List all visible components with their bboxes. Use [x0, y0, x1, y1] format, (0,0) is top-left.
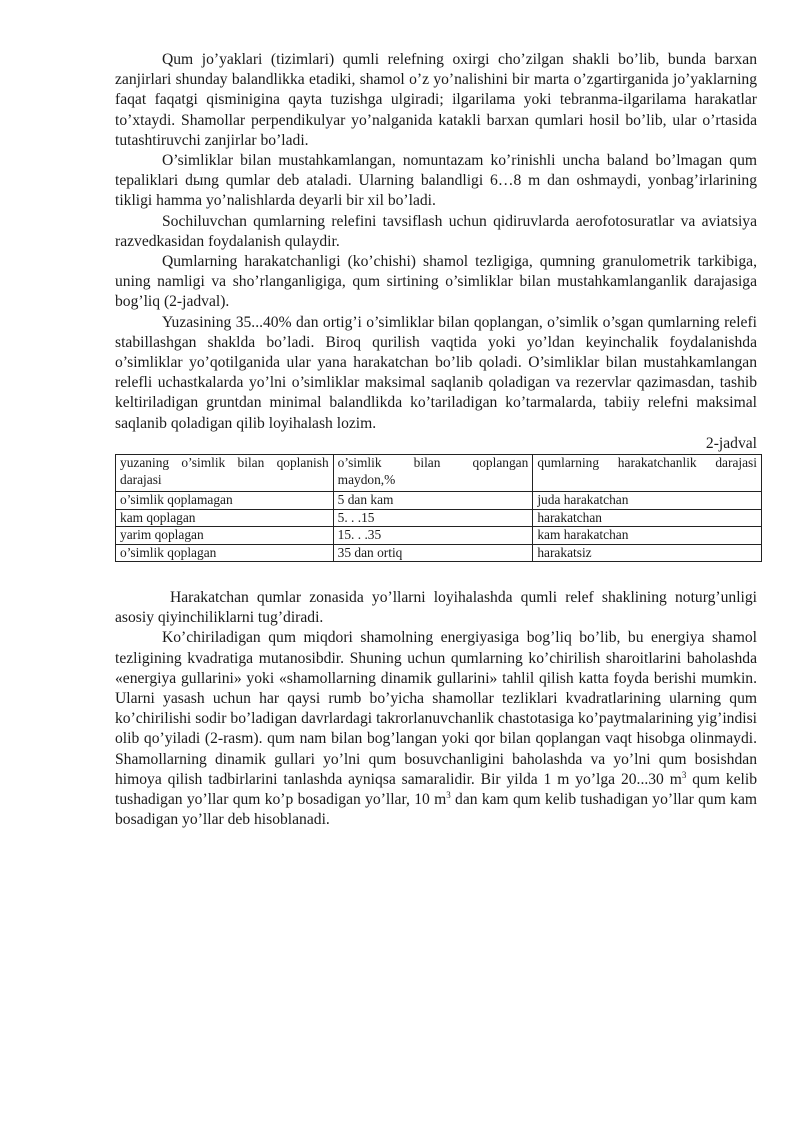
table-cell: yarim qoplagan: [116, 527, 334, 545]
table-cell: 5. . .15: [333, 509, 533, 527]
table-cell: o’simlik qoplamagan: [116, 492, 334, 510]
paragraph-noturgunlik: Harakatchan qumlar zonasida yo’llarni loyihalashda qumli relef shaklining noturg’unligi asosiy qiyinchiliklarni tug’diradi.: [115, 589, 757, 627]
paragraph-text: qum kelib tushadigan yo’llar qum ko’p bosadigan yo’llar, 10 m: [115, 770, 758, 809]
table-cell: 35 dan ortiq: [333, 544, 533, 562]
paragraph-text: Ko’chiriladigan qum miqdori shamolning energiyasiga bog’liq bo’lib, bu energiya shamol tezligining kvadratiga mutanosibdir. Shuning uchun qumlarning ko’chirilish sharoitlarini baholashda «energiya gullarini» yoki «shamollarning dinamik gullarini» tahlil qilish katta foyda berishi mumkin. Ularni yasash uchun har qaysi rumb bo’yicha shamollar tezliklari kvadratlarining ularning qum ko’chirilishi sodir bo’ladigan davrlardagi takrorlanuvchanlik chastotasiga ko’paytmalarining yig’indisi olib qo’yiladi (2-rasm). qum nam bilan bog’langan yoki qor bilan qoplangan vaqt hisobga olinmaydi. Shamollarning dinamik gullari yo’lni qum bosuvchanligini baholashda va yo’lni qum bosishdan himoya qilish tadbirlarini tanlashda ayniqsa samaralidir. Bir yilda 1 m yo’lga 20...30 m: [115, 629, 757, 788]
table-cell: 5 dan kam: [333, 492, 533, 510]
table-header-row: [116, 455, 762, 492]
paragraph-osimliklar: Yuzasining 35...40% dan ortig’i o’simliklar bilan qoplangan, o’simlik o’sgan qumlarning relefi stabillashgan shaklda bo’ladi. Biroq qurilish vaqtida yoki yo’ldan keyinchalik foydalanishda o’simliklar yo’qotilganida ular yana harakatchan bo’lib qoladi. O’simliklar bilan mustahkamlangan relefli uchastkalarda yo’lni o’simliklar maksimal saqlanib qoladigan va rezervlar qazimasdan, tashib keltiriladigan gruntdan minimal balandlikda ko’tariladigan ko’tarmalarda, tabiiy relefni maksimal saqlanib qoladigan qilib loyihalash lozim.: [115, 313, 757, 432]
table-header-cell: yuzaning o’simlik bilan qoplanish darajasi: [116, 455, 334, 492]
table-header-cell: qumlarning harakatchanlik darajasi: [533, 455, 762, 492]
table-row: [116, 509, 762, 527]
table-cell: o’simlik qoplagan: [116, 544, 334, 562]
paragraph-dyng-qumlar: O’simliklar bilan mustahkamlangan, nomuntazam ko’rinishli uncha baland bo’lmagan qum tepaliklari dыng qumlar deb ataladi. Ularning balandligi 6…8 m dan oshmaydi, yonbag’irlarining tikligi hamma yo’nalishlarda deyarli bir xil bo’ladi.: [115, 152, 757, 210]
table-row: [116, 527, 762, 545]
paragraph-energiya-gullari: [115, 628, 757, 830]
superscript: 3: [446, 789, 451, 800]
table-cell: kam qoplagan: [116, 509, 334, 527]
table-header-cell: o’simlik bilan qoplangan maydon,%: [333, 455, 533, 492]
table-cell: kam harakatchan: [533, 527, 762, 545]
sand-mobility-table: [115, 454, 762, 562]
table-caption: 2-jadval: [705, 434, 757, 452]
superscript: 3: [681, 769, 687, 780]
paragraph-harakatchanlik: Qumlarning harakatchanligi (ko’chishi) shamol tezligiga, qumning granulometrik tarkibiga, uning namligi va sho’rlanganligiga, qum sirtining o’simliklar bilan mustahkamlanganlik darajasiga bog’liq (2-jadval).: [115, 253, 757, 311]
paragraph-qum-joyaklari: Qum jo’yaklari (tizimlari) qumli relefning oxirgi cho’zilgan shakli bo’lib, bunda barxan zanjirlari shunday balandlikka etadiki, shamol o’z yo’nalishini bir marta o’zgartirganida jo’yaklarning faqat faqatgi qisminigina qayta tuzishga ulgiradi; ilgarilama yoki tebranma-ilgarilama harakatlar to’xtaydi. Shamollar perpendikulyar yo’nalganida katakli barxan qumlari hosil bo’lib, ular o’rtasida tutashtiruvchi zanjirlar bo’ladi.: [115, 51, 757, 149]
paragraph-aerofotosuratlar: Sochiluvchan qumlarning relefini tavsiflash uchun qidiruvlarda aerofotosuratlar va aviatsiya razvedkasidan foydalanish qulaydir.: [115, 212, 757, 250]
table-cell: harakatchan: [533, 509, 762, 527]
table-cell: 15. . .35: [333, 527, 533, 545]
table-row: [116, 544, 762, 562]
table-cell: harakatsiz: [533, 544, 762, 562]
document-page: [115, 50, 757, 831]
paragraph-text: dan kam qum kelib tushadigan yo’llar qum kam bosadigan yo’llar deb hisoblanadi.: [115, 791, 757, 829]
table-cell: juda harakatchan: [533, 492, 762, 510]
table-row: [116, 492, 762, 510]
